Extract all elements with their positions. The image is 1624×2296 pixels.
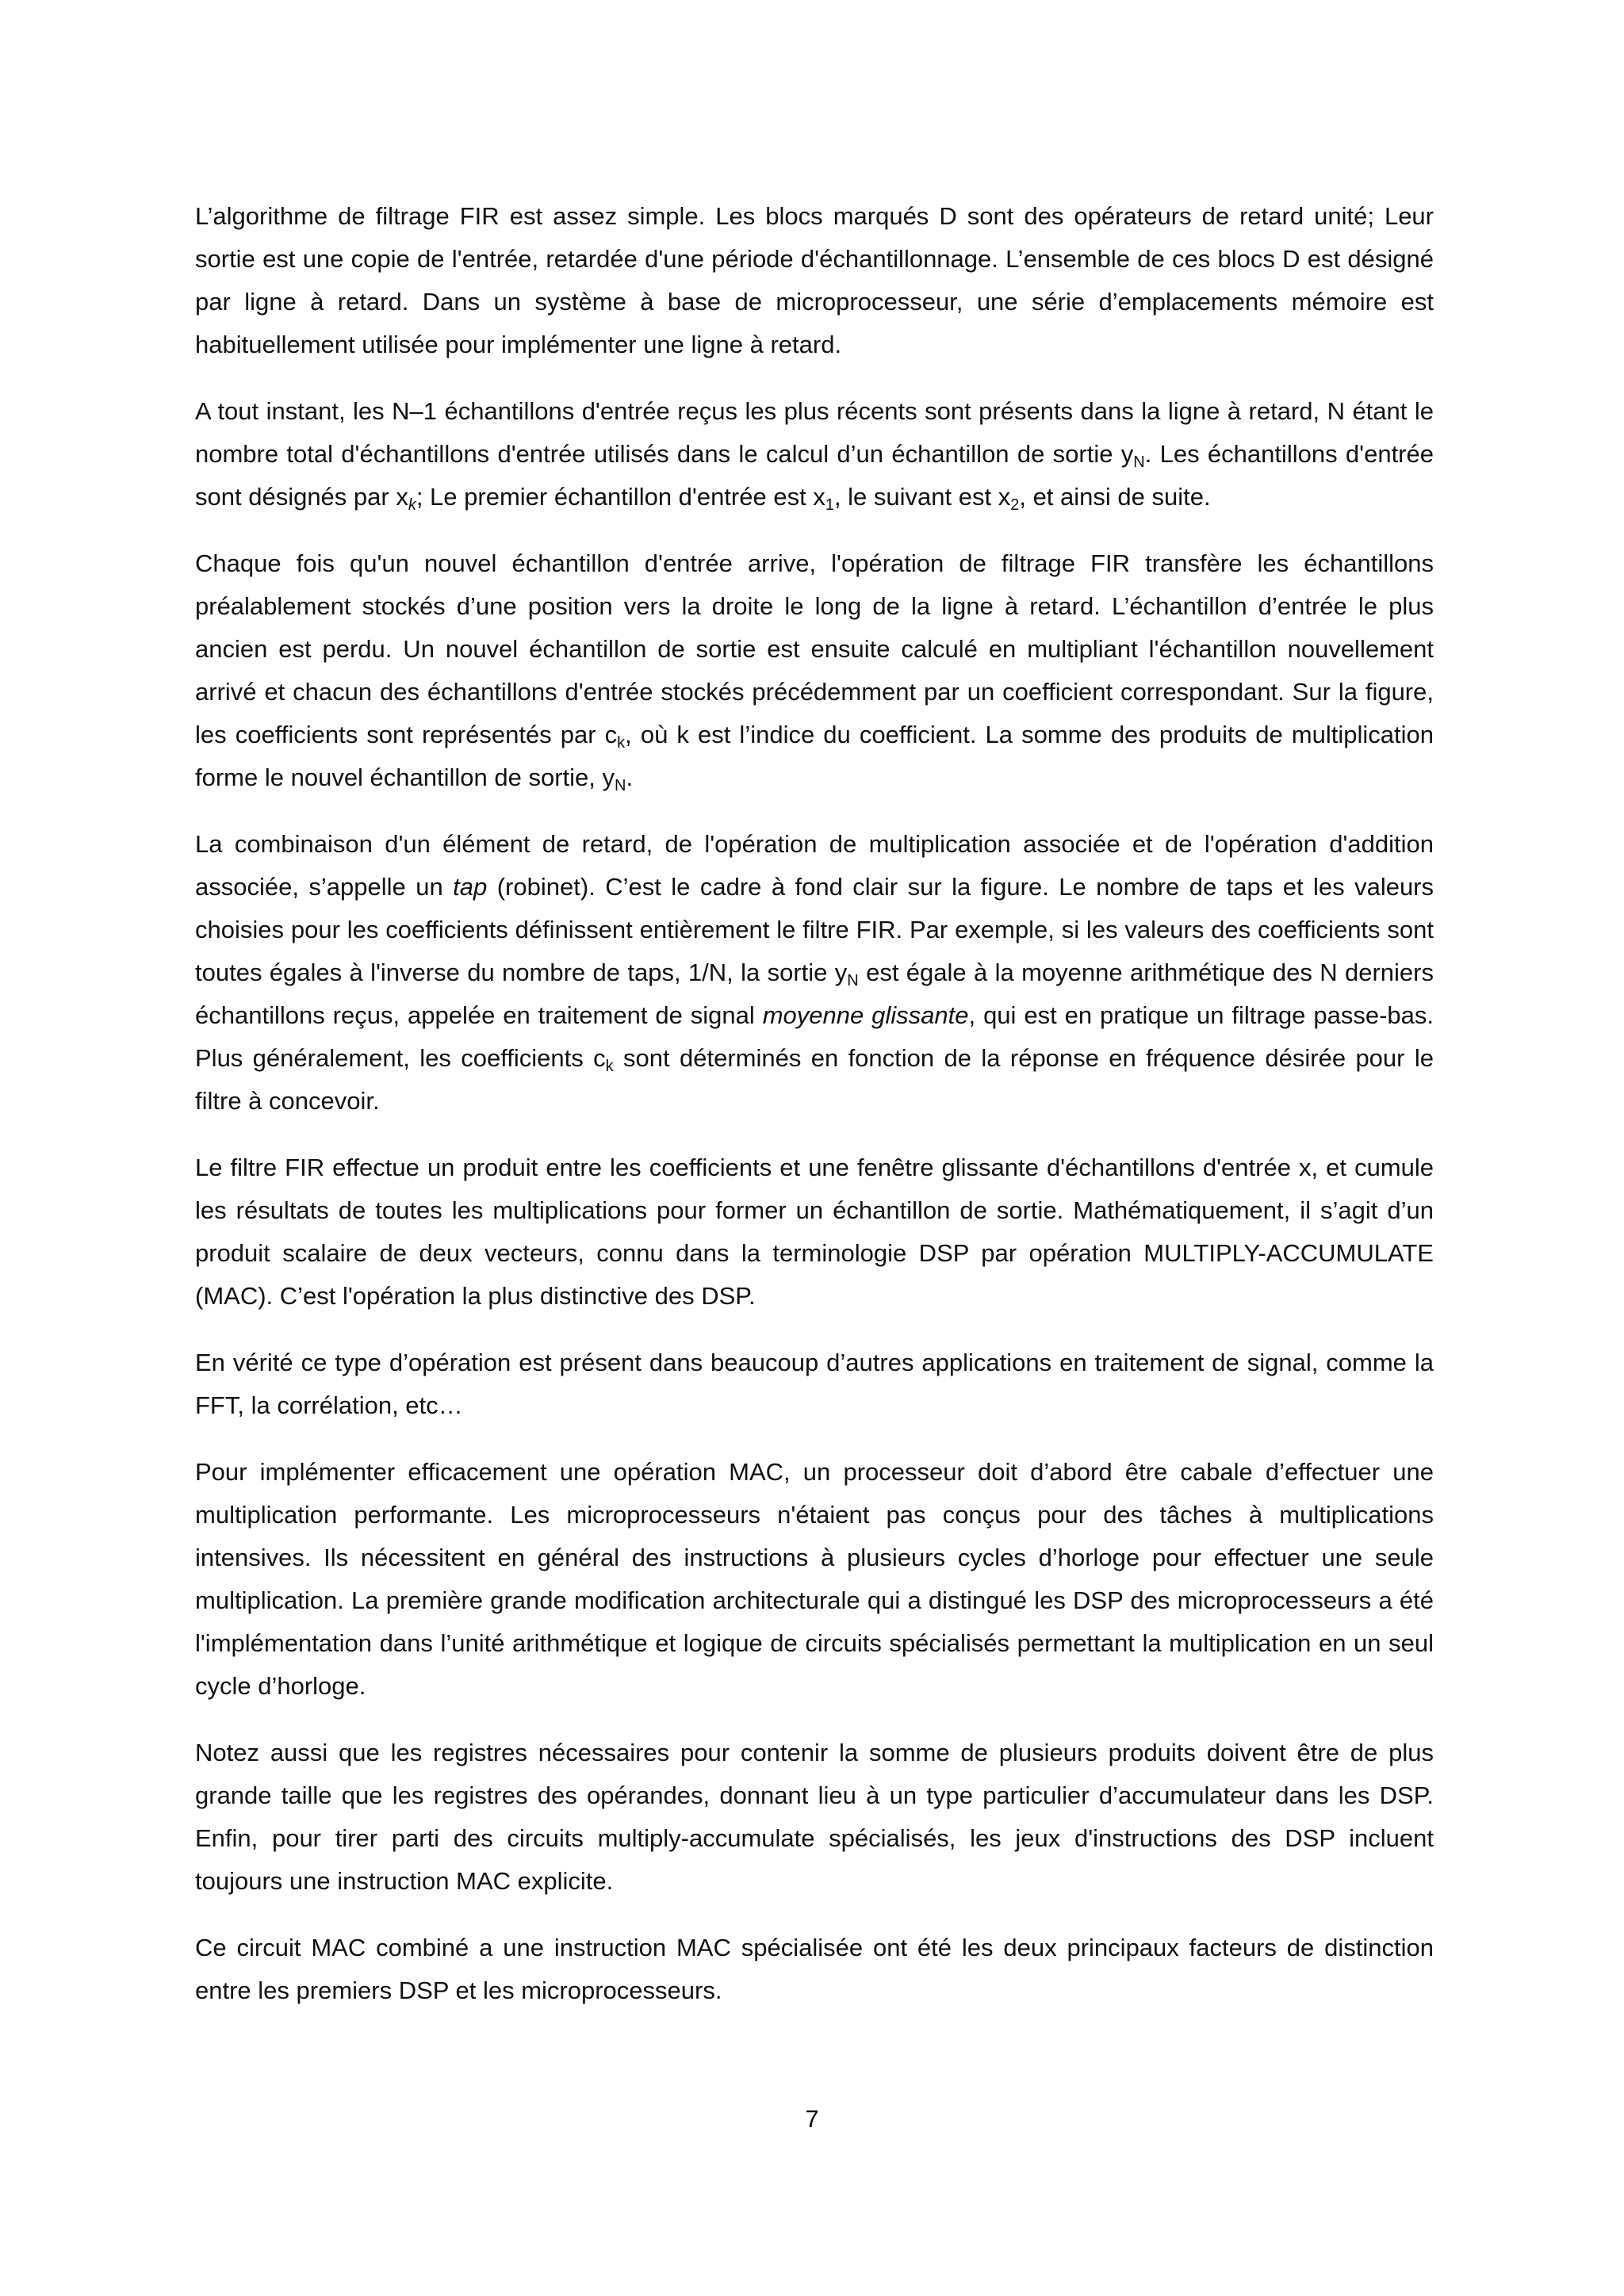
- subscript: 1: [825, 496, 834, 514]
- text-run: , qui est en pratique un filtrage passe-bas. Plus généralement, les coefficients c: [195, 1001, 1434, 1072]
- paragraph: [195, 1927, 1434, 2012]
- subscript: N: [615, 777, 626, 794]
- text-run: est égale à la moyenne arithmétique des N derniers échantillons reçus, appelée en traitement de signal: [195, 959, 1434, 1029]
- subscript: 2: [1010, 496, 1020, 514]
- paragraph: [195, 390, 1434, 519]
- subscript: k: [617, 734, 626, 752]
- text-run: sont déterminés en fonction de la réponse en fréquence désirée pour le filtre à concevoir.: [195, 1044, 1434, 1115]
- text-run: ; Le premier échantillon d'entrée est x: [416, 483, 825, 511]
- paragraph: [195, 823, 1434, 1123]
- text-run: (robinet). C’est le cadre à fond clair sur la figure. Le nombre de taps et les valeurs choisies pour les coefficients définissent entièrement le filtre FIR. Par exemple, si les valeurs des coefficients sont toutes égales à l'inverse du nombre de taps, 1/N, la sortie y: [195, 873, 1434, 986]
- text-run: En vérité ce type d’opération est présent dans beaucoup d’autres applications en traitement de signal, comme la FFT, la corrélation, etc…: [195, 1349, 1434, 1419]
- paragraph: [195, 1146, 1434, 1318]
- text-run: Chaque fois qu'un nouvel échantillon d'entrée arrive, l'opération de filtrage FIR transfère les échantillons préalablement stockés d’une position vers la droite le long de la ligne à retard. L’échantillon d’entrée le plus ancien est perdu. Un nouvel échantillon de sortie est ensuite calculé en multipliant l'échantillon nouvellement arrivé et chacun des échantillons d'entrée stockés précédemment par un coefficient correspondant. Sur la figure, les coefficients sont représentés par c: [195, 549, 1434, 748]
- page-number: 7: [805, 2105, 819, 2133]
- subscript: N: [847, 972, 859, 989]
- text-run: La combinaison d'un élément de retard, de l'opération de multiplication associée et de l'opération d'addition associée, s’appelle un: [195, 830, 1434, 901]
- paragraph: [195, 1451, 1434, 1708]
- text-run: Ce circuit MAC combiné a une instruction MAC spécialisée ont été les deux principaux facteurs de distinction entre les premiers DSP et les microprocesseurs.: [195, 1934, 1434, 2004]
- paragraph: [195, 542, 1434, 799]
- paragraph: [195, 1732, 1434, 1903]
- document-body: [195, 195, 1434, 2036]
- paragraph: [195, 1341, 1434, 1427]
- text-run: L’algorithme de filtrage FIR est assez simple. Les blocs marqués D sont des opérateurs de retard unité; Leur sortie est une copie de l'entrée, retardée d'une période d'échantillonnage. L’ensemble de ces blocs D est désigné par ligne à retard. Dans un système à base de microprocesseur, une série d’emplacements mémoire est habituellement utilisée pour implémenter une ligne à retard.: [195, 202, 1434, 358]
- subscript: k: [605, 1058, 614, 1075]
- text-run: Notez aussi que les registres nécessaires pour contenir la somme de plusieurs produits doivent être de plus grande taille que les registres des opérandes, donnant lieu à un type particulier d’accumulateur dans les DSP. Enfin, pour tirer parti des circuits multiply-accumulate spécialisés, les jeux d'instructions des DSP incluent toujours une instruction MAC explicite.: [195, 1739, 1434, 1895]
- text-run: , et ainsi de suite.: [1019, 483, 1211, 511]
- text-run: Le filtre FIR effectue un produit entre les coefficients et une fenêtre glissante d'échantillons d'entrée x, et cumule les résultats de toutes les multiplications pour former un échantillon de sortie. Mathématiquement, il s’agit d’un produit scalaire de deux vecteurs, connu dans la terminologie DSP par opération MULTIPLY-ACCUMULATE (MAC). C’est l'opération la plus distinctive des DSP.: [195, 1154, 1434, 1310]
- text-run: . Les échantillons d'entrée sont désignés par x: [195, 440, 1434, 511]
- text-run: , le suivant est x: [833, 483, 1011, 511]
- text-run: , où k est l’indice du coefficient. La somme des produits de multiplication forme le nouvel échantillon de sortie, y: [195, 721, 1434, 791]
- paragraph: [195, 195, 1434, 366]
- emphasis: tap: [453, 873, 488, 901]
- subscript: N: [1133, 453, 1145, 471]
- emphasis: moyenne glissante: [762, 1001, 969, 1029]
- text-run: A tout instant, les N–1 échantillons d'entrée reçus les plus récents sont présents dans la ligne à retard, N étant le nombre total d'échantillons d'entrée utilisés dans le calcul d’un échantillon de sortie y: [195, 397, 1434, 468]
- text-run: Pour implémenter efficacement une opération MAC, un processeur doit d’abord être cabale d’effectuer une multiplication performante. Les microprocesseurs n'étaient pas conçus pour des tâches à multiplications intensives. Ils nécessitent en général des instructions à plusieurs cycles d’horloge pour effectuer une seule multiplication. La première grande modification architecturale qui a distingué les DSP des microprocesseurs a été l'implémentation dans l’unité arithmétique et logique de circuits spécialisés permettant la multiplication en un seul cycle d’horloge.: [195, 1458, 1434, 1700]
- subscript: k: [408, 496, 416, 514]
- text-run: .: [626, 763, 634, 791]
